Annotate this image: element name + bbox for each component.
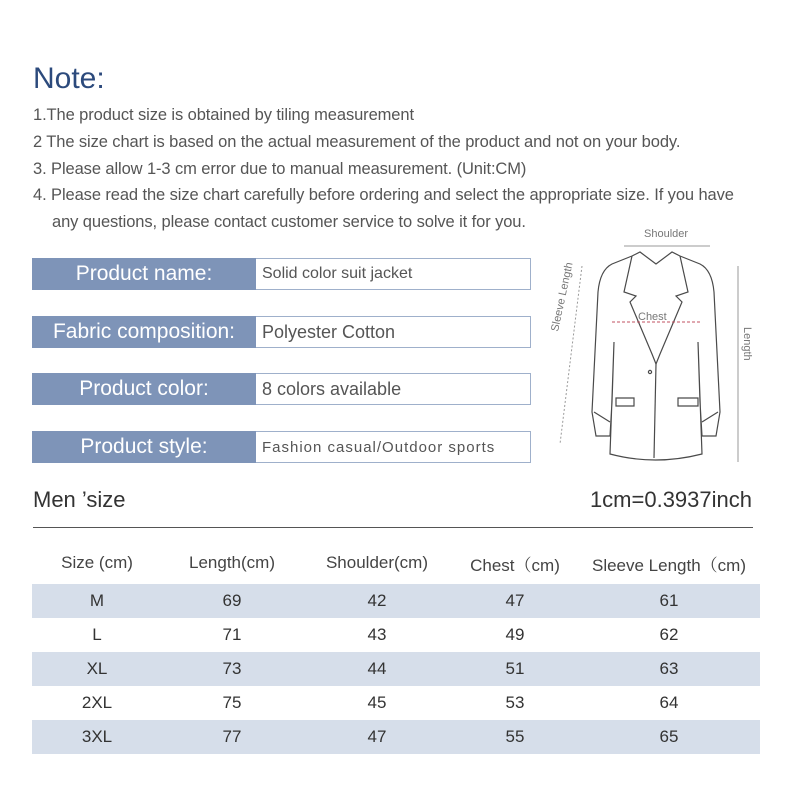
cell-chest: 49 (505, 625, 525, 644)
table-row (32, 584, 760, 618)
size-table (32, 542, 760, 754)
cell-sleeve-length: 65 (578, 720, 760, 754)
cell-sleeve-length: 63 (578, 652, 760, 686)
chest-label: Chest (638, 311, 667, 323)
cell-length: 73 (162, 652, 302, 686)
note-line-3: 3. Please allow 1-3 cm error due to manual measurement. (Unit:CM) (33, 160, 527, 178)
cell-size: 2XL (81, 693, 113, 712)
length-label: Length (741, 327, 753, 361)
sleeve-length-label: Sleeve Length (549, 261, 576, 333)
note-line-2: 2 The size chart is based on the actual measurement of the product and not on your body. (33, 133, 681, 151)
jacket-outline (592, 252, 720, 460)
cell-size: M (32, 584, 162, 618)
product-style-value: Fashion casual/Outdoor sports (256, 431, 531, 463)
cell-shoulder: 45 (367, 693, 387, 712)
cell-sleeve-length: 62 (659, 625, 679, 644)
cell-shoulder: 44 (302, 652, 452, 686)
cell-shoulder: 42 (302, 584, 452, 618)
cell-chest: 55 (452, 720, 578, 754)
note-line-1: 1.The product size is obtained by tiling measurement (33, 106, 414, 124)
cell-size: XL (32, 652, 162, 686)
table-row (32, 686, 760, 720)
cell-chest: 47 (452, 584, 578, 618)
table-row (32, 618, 760, 652)
product-color-value: 8 colors available (256, 373, 531, 405)
header-chest: Chest（cm) (470, 555, 560, 575)
cell-length: 77 (162, 720, 302, 754)
jacket-measurement-diagram (540, 222, 770, 472)
product-color-label: Product color: (32, 373, 256, 405)
table-row (32, 720, 760, 754)
note-title: Note: (33, 62, 105, 95)
cell-chest: 51 (452, 652, 578, 686)
cell-length: 69 (162, 584, 302, 618)
section-divider (33, 527, 753, 528)
header-length: Length(cm) (189, 553, 275, 572)
note-line-4: 4. Please read the size chart carefully before ordering and select the appropriate size. If you have (33, 186, 734, 204)
cell-length: 75 (222, 693, 242, 712)
product-name-label: Product name: (32, 258, 256, 290)
header-shoulder: Shoulder(cm) (325, 553, 429, 572)
cell-size: L (92, 625, 102, 644)
header-size: Size (cm) (61, 553, 133, 572)
unit-conversion: 1cm=0.3937inch (589, 487, 752, 512)
product-style-label: Product style: (32, 431, 256, 463)
product-name-value: Solid color suit jacket (256, 258, 531, 290)
fabric-composition-label: Fabric composition: (32, 316, 256, 348)
fabric-composition-value: Polyester Cotton (256, 316, 531, 348)
cell-size: 3XL (32, 720, 162, 754)
note-line-5: any questions, please contact customer service to solve it for you. (52, 213, 526, 231)
table-row (32, 652, 760, 686)
shoulder-label: Shoulder (644, 228, 689, 240)
cell-length: 71 (222, 625, 242, 644)
cell-shoulder: 43 (367, 625, 387, 644)
cell-shoulder: 47 (302, 720, 452, 754)
header-sleeve-length: Sleeve Length（cm) (591, 555, 747, 575)
cell-sleeve-length: 64 (659, 693, 679, 712)
size-section-title: Men ’size (33, 487, 126, 512)
cell-sleeve-length: 61 (578, 584, 760, 618)
cell-chest: 53 (505, 693, 525, 712)
size-table-header (32, 542, 760, 584)
